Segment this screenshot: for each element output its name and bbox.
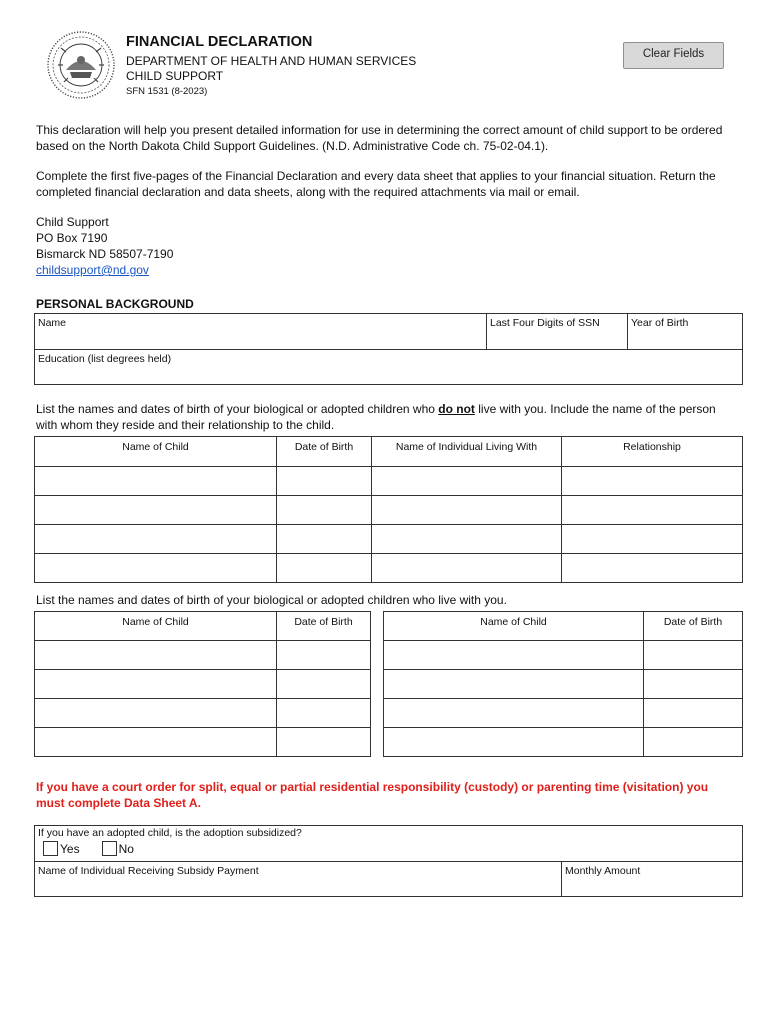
table-row bbox=[384, 670, 743, 699]
name-field[interactable] bbox=[35, 314, 487, 350]
column-header: Relationship bbox=[562, 437, 743, 467]
subsidy-recipient-label: Name of Individual Receiving Subsidy Payment bbox=[38, 865, 259, 877]
child-dob-field[interactable] bbox=[644, 641, 743, 670]
intro-paragraph-1: This declaration will help you present detailed information for use in determining the correct amount of child support to be ordered based on the North Dakota Child Support Guidelines. (N.D. Administrative Code ch. 75-02-04.1). bbox=[36, 123, 723, 153]
child-dob-field[interactable] bbox=[277, 699, 371, 728]
living-with-field[interactable] bbox=[372, 554, 562, 583]
child-dob-field[interactable] bbox=[277, 728, 371, 757]
relationship-field[interactable] bbox=[562, 554, 743, 583]
table-row bbox=[35, 641, 371, 670]
clear-fields-button[interactable]: Clear Fields bbox=[623, 42, 724, 69]
department-name: DEPARTMENT OF HEALTH AND HUMAN SERVICES bbox=[126, 54, 417, 68]
ssn-field[interactable] bbox=[487, 314, 628, 350]
column-header: Name of Individual Living With bbox=[372, 437, 562, 467]
table-row bbox=[35, 699, 371, 728]
child-name-field[interactable] bbox=[35, 699, 277, 728]
year-of-birth-label: Year of Birth bbox=[631, 317, 689, 329]
state-seal-icon bbox=[46, 30, 116, 100]
no-label: No bbox=[118, 841, 134, 856]
child-dob-field[interactable] bbox=[277, 496, 372, 525]
yes-checkbox[interactable] bbox=[43, 841, 58, 856]
email-link[interactable]: childsupport@nd.gov bbox=[36, 263, 149, 277]
education-label: Education (list degrees held) bbox=[38, 353, 172, 365]
child-dob-field[interactable] bbox=[277, 467, 372, 496]
table-row bbox=[35, 525, 743, 554]
child-name-field[interactable] bbox=[35, 554, 277, 583]
adoption-table bbox=[34, 825, 743, 897]
table-row bbox=[35, 554, 743, 583]
child-name-field[interactable] bbox=[384, 699, 644, 728]
child-name-field[interactable] bbox=[384, 670, 644, 699]
column-header: Date of Birth bbox=[644, 612, 743, 641]
section-heading-personal: PERSONAL BACKGROUND bbox=[36, 297, 194, 311]
child-name-field[interactable] bbox=[35, 670, 277, 699]
education-field[interactable] bbox=[35, 350, 743, 385]
subsidy-recipient-field[interactable] bbox=[35, 862, 562, 897]
children-home-prompt: List the names and dates of birth of your biological or adopted children who live with you. bbox=[36, 593, 507, 607]
child-dob-field[interactable] bbox=[277, 641, 371, 670]
relationship-field[interactable] bbox=[562, 467, 743, 496]
form-title: FINANCIAL DECLARATION bbox=[126, 34, 313, 50]
address-line-2: PO Box 7190 bbox=[36, 231, 108, 245]
child-name-field[interactable] bbox=[384, 641, 644, 670]
child-name-field[interactable] bbox=[384, 728, 644, 757]
child-name-field[interactable] bbox=[35, 641, 277, 670]
child-name-field[interactable] bbox=[35, 525, 277, 554]
children-home-table-right bbox=[383, 611, 743, 757]
mailing-address bbox=[36, 214, 173, 278]
monthly-amount-label: Monthly Amount bbox=[565, 865, 641, 877]
intro-paragraph-2: Complete the first five-pages of the Financial Declaration and every data sheet that applies to your financial situation. Return the completed financial declaration and data sheets, along with the required attachments via mail or email. bbox=[36, 169, 716, 199]
table-row bbox=[384, 641, 743, 670]
child-dob-field[interactable] bbox=[644, 670, 743, 699]
child-dob-field[interactable] bbox=[277, 554, 372, 583]
form-number: SFN 1531 (8-2023) bbox=[126, 86, 208, 97]
yes-label: Yes bbox=[60, 841, 80, 856]
living-with-field[interactable] bbox=[372, 496, 562, 525]
column-header: Name of Child bbox=[384, 612, 644, 641]
address-line-1: Child Support bbox=[36, 215, 109, 229]
column-header: Name of Child bbox=[35, 437, 277, 467]
data-sheet-a-warning: If you have a court order for split, equal or partial residential responsibility (custody) or parenting time (visitation) you must complete Data Sheet A. bbox=[36, 780, 709, 810]
child-dob-field[interactable] bbox=[277, 525, 372, 554]
personal-background-table bbox=[34, 313, 743, 385]
table-row bbox=[35, 728, 371, 757]
adoption-question: If you have an adopted child, is the adoption subsidized? bbox=[38, 827, 302, 839]
children-home-table-left bbox=[34, 611, 371, 757]
relationship-field[interactable] bbox=[562, 525, 743, 554]
adoption-question-cell bbox=[35, 826, 743, 862]
relationship-field[interactable] bbox=[562, 496, 743, 525]
table-row bbox=[35, 496, 743, 525]
table-row bbox=[384, 699, 743, 728]
children-elsewhere-table bbox=[34, 436, 743, 583]
table-row bbox=[384, 728, 743, 757]
living-with-field[interactable] bbox=[372, 467, 562, 496]
column-header: Name of Child bbox=[35, 612, 277, 641]
year-of-birth-field[interactable] bbox=[628, 314, 743, 350]
address-line-3: Bismarck ND 58507-7190 bbox=[36, 247, 174, 261]
children-elsewhere-prompt: List the names and dates of birth of your biological or adopted children who do not live with you. Include the name of the person with whom they reside and their relationship to the child. bbox=[36, 402, 716, 432]
name-label: Name bbox=[38, 317, 67, 329]
column-header: Date of Birth bbox=[277, 437, 372, 467]
no-checkbox[interactable] bbox=[102, 841, 117, 856]
child-name-field[interactable] bbox=[35, 496, 277, 525]
division-name: CHILD SUPPORT bbox=[126, 69, 224, 83]
living-with-field[interactable] bbox=[372, 525, 562, 554]
table-row bbox=[35, 467, 743, 496]
ssn-label: Last Four Digits of SSN bbox=[490, 317, 600, 329]
child-dob-field[interactable] bbox=[277, 670, 371, 699]
monthly-amount-field[interactable] bbox=[562, 862, 743, 897]
child-dob-field[interactable] bbox=[644, 699, 743, 728]
emphasis-do-not: do not bbox=[438, 402, 475, 416]
table-row bbox=[35, 670, 371, 699]
child-name-field[interactable] bbox=[35, 467, 277, 496]
column-header: Date of Birth bbox=[277, 612, 371, 641]
child-name-field[interactable] bbox=[35, 728, 277, 757]
child-dob-field[interactable] bbox=[644, 728, 743, 757]
